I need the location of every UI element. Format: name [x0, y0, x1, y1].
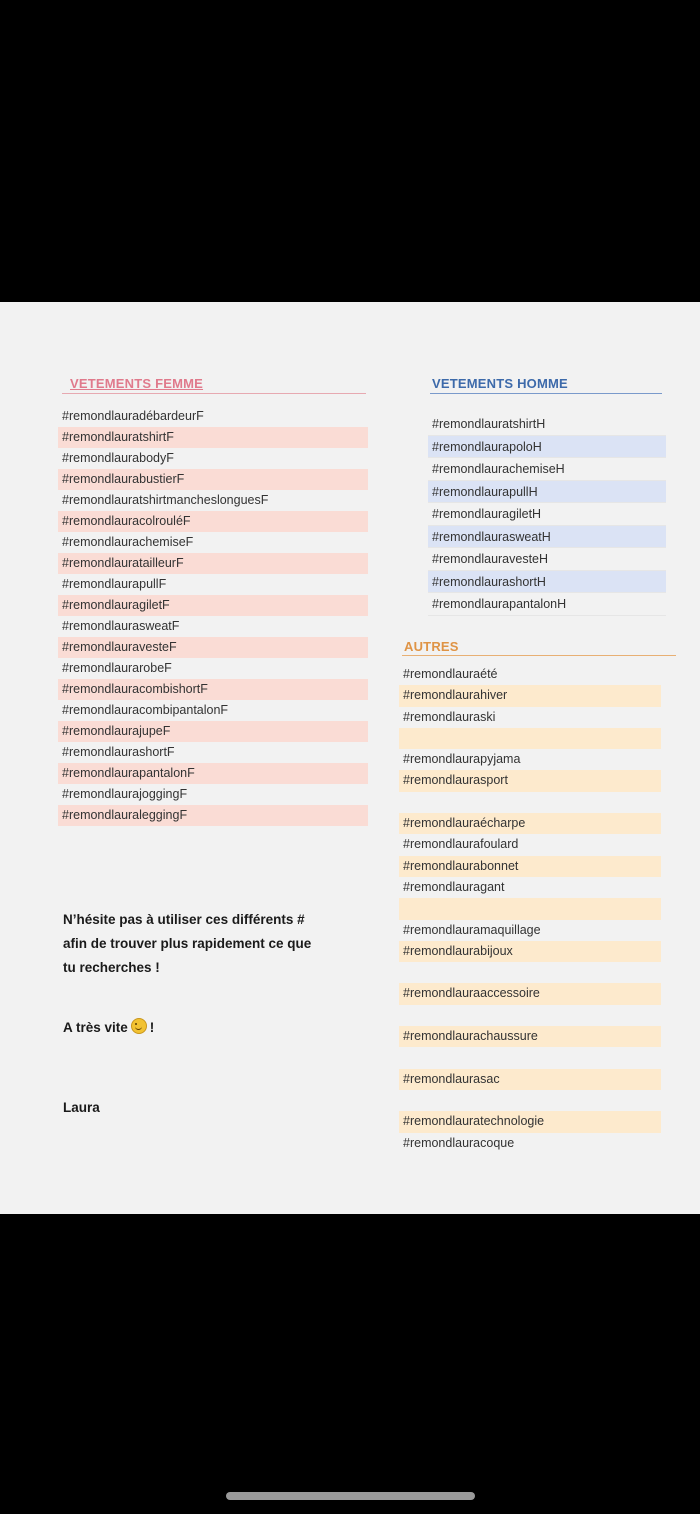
help-message — [63, 908, 393, 980]
hashtag-item: #remondlaurahiver — [399, 685, 661, 706]
vetements-femme-underline — [62, 393, 366, 394]
hashtag-item: #remondlaurabodyF — [62, 451, 174, 465]
hashtag-item: #remondlauratshirtF — [58, 427, 368, 448]
hashtag-item: #remondlauravesteF — [58, 637, 368, 658]
blank-row — [399, 962, 661, 983]
hashtag-item: #remondlauragiletF — [58, 595, 368, 616]
hashtag-item: #remondlauraski — [403, 709, 496, 724]
hashtag-item: #remondlaurabonnet — [399, 856, 661, 877]
hashtag-item: #remondlaurapantalonH — [428, 593, 666, 616]
hashtag-item: #remondlaurachaussure — [399, 1026, 661, 1047]
greeting — [63, 1016, 154, 1040]
autres-underline — [402, 655, 676, 656]
greeting-suffix: ! — [149, 1020, 155, 1035]
hashtag-item: #remondlauradébardeurF — [62, 409, 204, 423]
blank-row — [399, 898, 661, 919]
hashtag-item: #remondlaurasport — [399, 770, 661, 791]
hashtag-item: #remondlauracolrouléF — [58, 511, 368, 532]
hashtag-item: #remondlaurasweatH — [428, 526, 666, 549]
hashtag-item: #remondlaurasweatF — [62, 619, 180, 633]
hashtag-item: #remondlauramaquillage — [403, 922, 541, 937]
blank-row — [399, 728, 661, 749]
hashtag-item: #remondlaurabijoux — [399, 941, 661, 962]
hashtag-item: #remondlauracombipantalonF — [62, 703, 229, 717]
hashtag-item: #remondlauravesteH — [428, 548, 666, 571]
home-indicator[interactable] — [226, 1492, 475, 1500]
blank-row — [399, 1005, 661, 1026]
help-message-line: afin de trouver plus rapidement ce que — [63, 936, 312, 951]
vetements-femme-title: VETEMENTS FEMME — [70, 376, 204, 391]
hashtag-item: #remondlauracoque — [403, 1135, 515, 1150]
vetements-homme-list — [428, 413, 666, 616]
vetements-homme-title: VETEMENTS HOMME — [432, 376, 568, 391]
vetements-femme-list — [58, 406, 368, 826]
hashtag-item: #remondlauratshirtH — [428, 413, 666, 436]
hashtag-item: #remondlaurachemiseH — [428, 458, 666, 481]
hashtag-item: #remondlauratechnologie — [399, 1111, 661, 1132]
hashtag-item: #remondlauratshirtmancheslonguesF — [62, 493, 269, 507]
blank-row — [399, 1090, 661, 1111]
hashtag-item: #remondlauragiletH — [428, 503, 666, 526]
help-message-line: N’hésite pas à utiliser ces différents # — [63, 912, 305, 927]
hashtag-item: #remondlaurasac — [399, 1069, 661, 1090]
autres-list — [399, 664, 661, 1154]
hashtag-item: #remondlaurajoggingF — [62, 787, 188, 801]
hashtag-item: #remondlauraleggingF — [58, 805, 368, 826]
greeting-text: A très vite — [63, 1020, 128, 1035]
signature: Laura — [63, 1100, 100, 1115]
hashtag-item: #remondlaurafoulard — [403, 837, 519, 852]
autres-title: AUTRES — [404, 639, 459, 654]
wink-emoji-icon — [131, 1018, 147, 1034]
hashtag-item: #remondlauraaccessoire — [399, 983, 661, 1004]
hashtag-item: #remondlauracombishortF — [58, 679, 368, 700]
hashtag-item: #remondlaurashortF — [62, 745, 175, 759]
hashtag-item: #remondlauraété — [403, 667, 498, 681]
hashtag-item: #remondlaurabustierF — [58, 469, 368, 490]
hashtag-item: #remondlauraécharpe — [399, 813, 661, 834]
hashtag-item: #remondlaurapullH — [428, 481, 666, 504]
document-page — [0, 302, 700, 1214]
help-message-line: tu recherches ! — [63, 960, 160, 975]
blank-row — [399, 792, 661, 813]
hashtag-item: #remondlaurachemiseF — [62, 535, 194, 549]
hashtag-item: #remondlaurapantalonF — [58, 763, 368, 784]
hashtag-item: #remondlaurajupeF — [58, 721, 368, 742]
hashtag-item: #remondlaurashortH — [428, 571, 666, 594]
vetements-homme-underline — [430, 393, 662, 394]
hashtag-item: #remondlaurapoloH — [428, 436, 666, 459]
hashtag-item: #remondlauratailleurF — [58, 553, 368, 574]
blank-row — [399, 1047, 661, 1068]
hashtag-item: #remondlauragant — [403, 879, 505, 894]
hashtag-item: #remondlaurapyjama — [403, 752, 521, 767]
hashtag-item: #remondlaurarobeF — [62, 661, 172, 675]
hashtag-item: #remondlaurapullF — [62, 577, 167, 591]
